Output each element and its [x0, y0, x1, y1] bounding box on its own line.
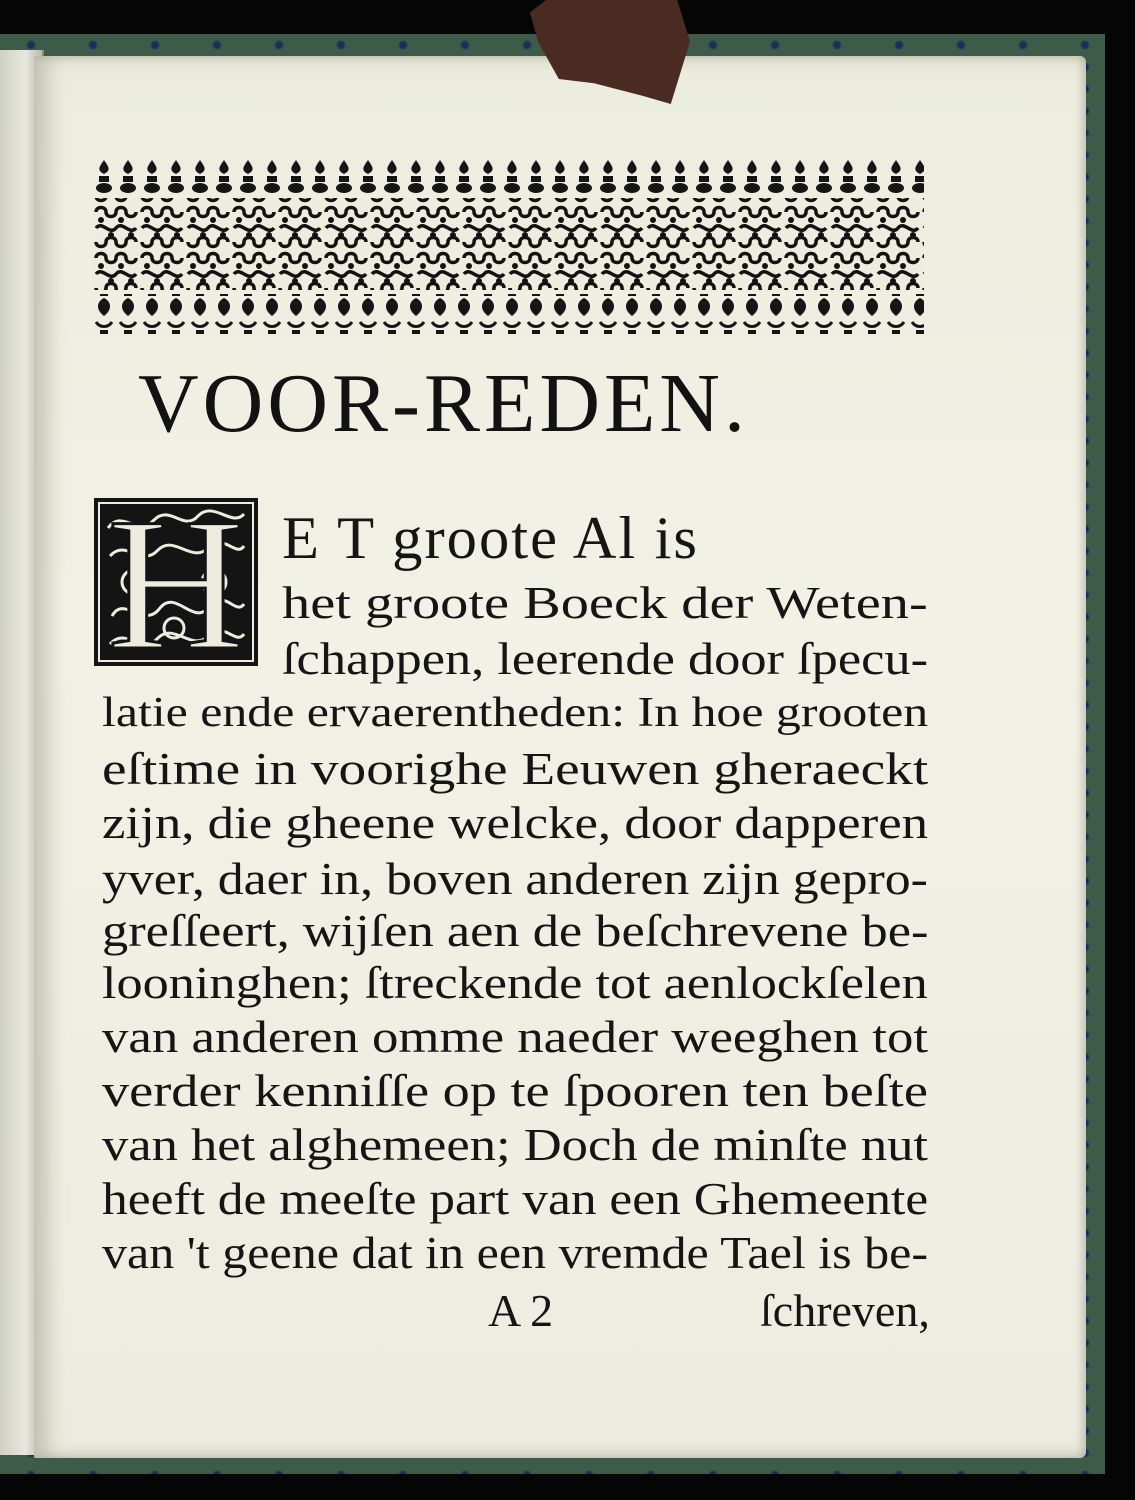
catchword: ſchreven,: [760, 1285, 930, 1336]
text-line-13: heeft de meeſte part van een Ghemeente: [102, 1173, 929, 1224]
page-heading: VOOR-REDEN.: [138, 357, 749, 450]
drop-cap-letter: H: [107, 498, 245, 666]
ornamental-headband: [92, 158, 924, 334]
text-line-9: looninghen; ſtreckende tot aenlockſelen: [102, 957, 928, 1008]
text-line-3: ſchappen, leerende door ſpecu-: [282, 633, 929, 684]
text-line-6: zijn, die gheene welcke, door dapperen: [102, 797, 929, 848]
text-line-8: greſſeert, wijſen aen de beſchrevene be-: [102, 905, 929, 956]
text-line-5: eſtime in voorighe Eeuwen gheraeckt: [102, 743, 929, 794]
text-line-12: van het alghemeen; Doch de minſte nut: [102, 1119, 929, 1170]
text-line-4: latie ende ervaerentheden: In hoe grooten: [102, 690, 929, 736]
text-line-1: E T groote Al is: [282, 505, 699, 571]
text-line-14: van 't geene dat in een vremde Tael is be-: [102, 1227, 929, 1278]
text-line-10: van anderen omme naeder weeghen tot: [102, 1011, 929, 1062]
signature-mark: A 2: [488, 1285, 554, 1336]
text-line-11: verder kenniſſe op te ſpooren ten beſte: [102, 1065, 928, 1116]
text-line-7: yver, daer in, boven anderen zijn gepro-: [102, 853, 928, 904]
text-line-2: het groote Boeck der Weten-: [282, 577, 928, 628]
decorated-drop-cap: [94, 498, 258, 666]
